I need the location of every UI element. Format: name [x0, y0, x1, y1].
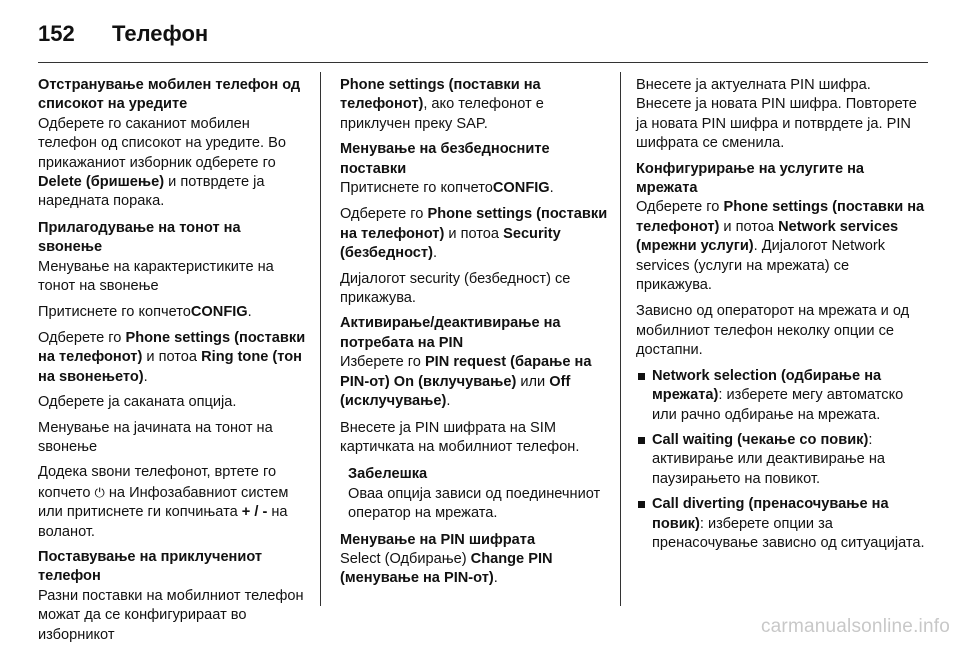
section-heading: Поставување на приклучениот телефон: [38, 548, 263, 585]
section-ringtone: [38, 219, 306, 297]
text: Додека ѕвони телефонот, вртете го копчето: [38, 464, 277, 501]
section-heading: Менување на безбедносните поставки: [340, 141, 550, 177]
bold-term: Security (безбедност): [340, 225, 561, 262]
paragraph: Дијалогот security (безбедност) се прикажува.: [340, 270, 571, 307]
list-item: [636, 495, 926, 553]
paragraph: [340, 205, 608, 263]
paragraph: Менување на јачината на тонот на ѕвонење: [38, 419, 273, 455]
text: и потоа: [719, 218, 779, 235]
text: Одберете го: [340, 206, 428, 223]
bold-term: Delete (бришење): [38, 174, 165, 191]
section-remove-phone: [38, 76, 306, 212]
section-change-pin: [340, 531, 608, 589]
text: : активирање или деактивирање на паузирањето на повикот.: [652, 431, 886, 487]
paragraph: Внесете ја актуелната PIN шифра. Внесете ја новата PIN шифра. Повторете ја новата PIN шифра и потврдете ја. PIN шифрата се сменила.: [636, 77, 917, 152]
bold-term: Phone settings (поставки на телефонот): [340, 206, 608, 242]
bold-term: Call waiting (чекање со повик): [652, 431, 869, 448]
note-body: Оваа опција зависи од поединечниот оператор на мрежата.: [348, 485, 601, 522]
paragraph: [38, 329, 306, 387]
text: и потврдете ја наредната порака.: [38, 174, 265, 210]
text: : изберете опции за пренасочување зависно од ситуацијата.: [652, 515, 925, 551]
power-icon: ⏻: [94, 484, 105, 500]
column-3: [636, 76, 926, 559]
section-heading: Прилагодување на тонот на ѕвонење: [38, 219, 241, 256]
text: .: [549, 180, 554, 197]
text: Одберете го саканиот мобилен телефон од списокот на уредите. Во прикажаниот изборник одберете го: [38, 115, 286, 171]
column-divider-2: [620, 72, 621, 606]
section-body: [38, 115, 306, 212]
section-body: [340, 353, 608, 411]
options-list: [636, 367, 926, 554]
page-header: [38, 14, 928, 54]
section-connected-phone: [38, 548, 306, 645]
text: и потоа: [142, 349, 202, 366]
page-title: Телефон: [112, 21, 209, 46]
text: на Инфозабавниот систем или притиснете ги копчињата: [38, 484, 289, 521]
paragraph: [38, 463, 306, 542]
text: .: [143, 368, 148, 385]
text: Одберете го: [38, 329, 126, 346]
text: .: [446, 393, 451, 410]
bold-term: + / -: [241, 504, 268, 521]
note-title: Забелешка: [348, 466, 428, 483]
page-number: 152: [38, 21, 75, 46]
text: на воланот.: [38, 504, 288, 540]
text: Одберете го: [636, 199, 724, 216]
section-body: Разни поставки на мобилниот телефон можат да се конфигурираат во изборникот: [38, 587, 304, 643]
note-box: [348, 465, 608, 523]
paragraph: Одберете ја саканата опција.: [38, 394, 237, 411]
text: Притиснете го копчето: [340, 180, 493, 197]
bold-term: Phone settings (поставки на телефонот): [38, 329, 306, 366]
list-item: [636, 431, 926, 489]
column-2: [340, 76, 608, 596]
column-1: [38, 76, 306, 652]
list-item: [636, 367, 926, 425]
text: или: [516, 373, 550, 390]
bold-term: CONFIG: [492, 180, 550, 197]
bold-term: Change PIN (менување на PIN-от): [340, 550, 553, 587]
paragraph: Внесете ја PIN шифрата на SIM картичката на мобилниот телефон.: [340, 419, 580, 455]
section-pin-request: [340, 314, 608, 411]
text: и потоа: [444, 225, 504, 242]
section-body: [340, 550, 608, 589]
text: Притиснете го копчето: [38, 304, 191, 321]
bold-term: Phone settings (поставки на телефонот): [340, 77, 541, 113]
section-body: [636, 198, 926, 295]
bold-term: Phone settings (поставки на телефонот): [636, 199, 925, 235]
bullet-square-icon: [638, 501, 645, 508]
column-divider-1: [320, 72, 321, 606]
section-heading: Менување на PIN шифрата: [340, 531, 536, 548]
header-rule: [38, 62, 928, 63]
bold-term: PIN request (барање на PIN-от) On (вклучување): [340, 354, 592, 390]
bold-term: Call diverting (пренасочување на повик): [652, 496, 889, 532]
text: , ако телефонот е приклучен преку SAP.: [340, 96, 544, 132]
paragraph: [38, 303, 306, 322]
text: .: [247, 304, 252, 321]
paragraph: [340, 76, 608, 134]
text: Изберете го: [340, 354, 425, 371]
text: Select (Одбирање): [340, 550, 471, 567]
section-heading: Конфигурирање на услугите на мрежата: [636, 160, 865, 197]
bold-term: Network services (мрежни услуги): [636, 218, 899, 255]
text: : изберете мегу автоматско или рачно одбирање на мрежата.: [652, 387, 904, 423]
text: .: [432, 245, 437, 262]
bullet-square-icon: [638, 373, 645, 380]
paragraph: Зависно од операторот на мрежата и од мобилниот телефон неколку опции се достапни.: [636, 303, 910, 359]
bold-term: Off (исклучување): [340, 373, 571, 410]
watermark: carmanualsonline.info: [760, 616, 950, 637]
text: .: [493, 570, 498, 587]
bold-term: Network selection (одбирање на мрежата): [652, 367, 882, 404]
section-security: [340, 140, 608, 198]
section-heading: Активирање/деактивирање на потребата на PIN: [340, 315, 561, 351]
bold-term: CONFIG: [190, 304, 248, 321]
section-heading: Отстранување мобилен телефон од списокот на уредите: [38, 77, 301, 113]
section-network-services: [636, 160, 926, 296]
text: . Дијалогот Network services (услуги на мрежата) се прикажува.: [636, 238, 886, 294]
bold-term: Ring tone (тон на ѕвонењето): [38, 349, 302, 385]
bullet-square-icon: [638, 437, 645, 444]
section-body: Менување на карактеристиките на тонот на ѕвонење: [38, 258, 274, 295]
section-body: [340, 179, 608, 198]
